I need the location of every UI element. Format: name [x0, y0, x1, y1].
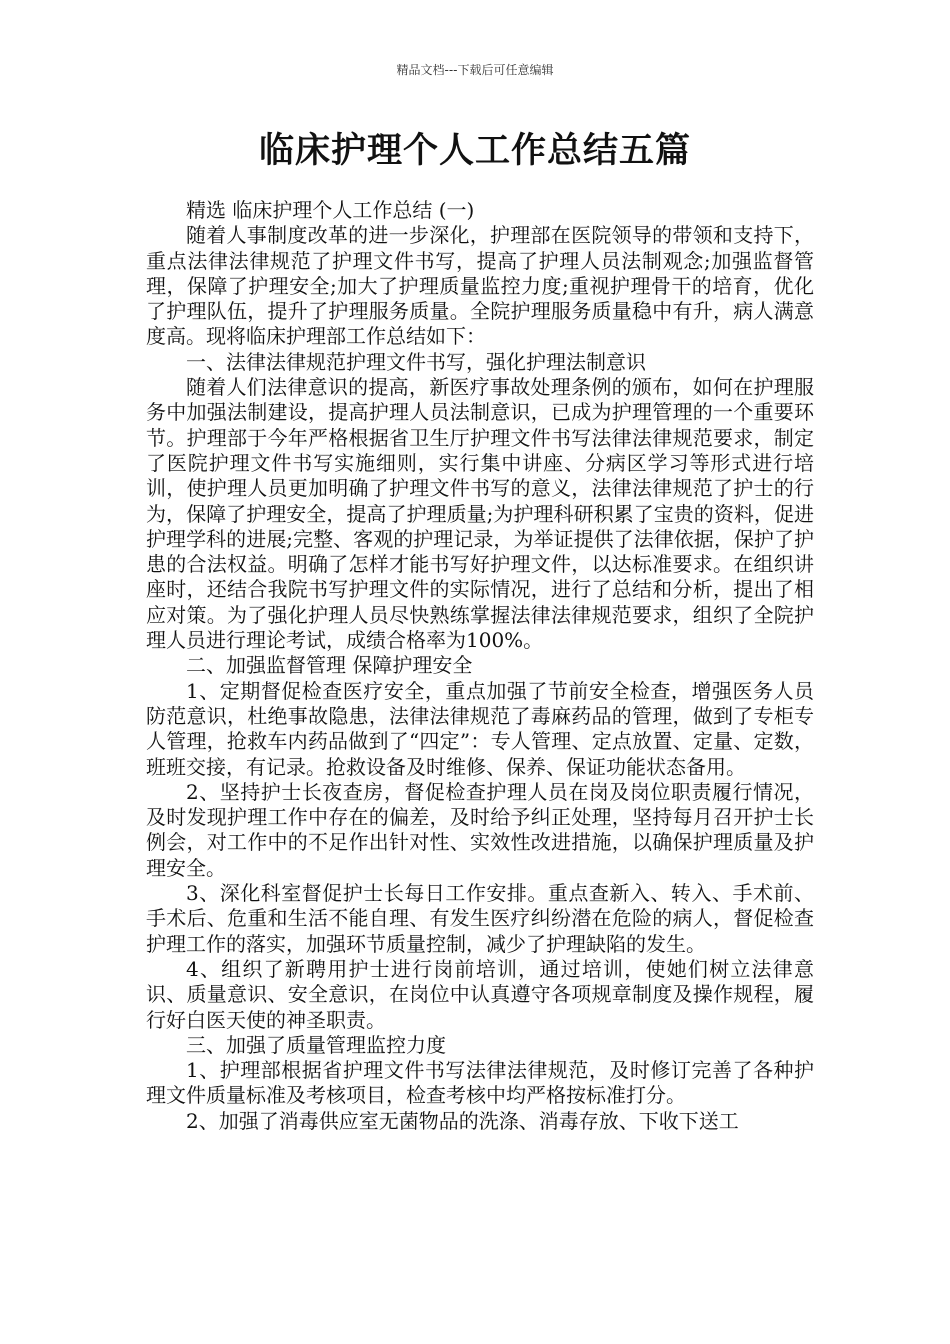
paragraph-intro: 随着人事制度改革的进一步深化，护理部在医院领导的带领和支持下，重点法律法律规范了护理文件书写，提高了护理人员法制观念;加强监督管理，保障了护理安全;加大了护理质量监控力度;重视护理骨干的培育，优化了护理队伍，提升了护理服务质量。全院护理服务质量稳中有升，病人满意度高。现将临床护理部工作总结如下：: [146, 223, 814, 349]
page-header: 精品文档---下载后可任意编辑: [396, 63, 554, 77]
section-heading-intro: 精选 临床护理个人工作总结 (一): [186, 198, 475, 222]
section-heading-2: 二、加强监督管理 保障护理安全: [186, 653, 473, 678]
paragraph-3-1: 1、护理部根据省护理文件书写法律法律规范，及时修订完善了各种护理文件质量标准及考核项目，检查考核中均严格按标准打分。: [146, 1058, 814, 1108]
paragraph-2-3: 3、深化科室督促护士长每日工作安排。重点查新入、转入、手术前、手术后、危重和生活不能自理、有发生医疗纠纷潜在危险的病人，督促检查护理工作的落实，加强环节质量控制，减少了护理缺陷的发生。: [146, 881, 814, 956]
paragraph-2-4: 4、组织了新聘用护士进行岗前培训，通过培训，使她们树立法律意识、质量意识、安全意识，在岗位中认真遵守各项规章制度及操作规程，履行好白医天使的神圣职责。: [146, 956, 814, 1032]
paragraph-3-2: 2、加强了消毒供应室无菌物品的洗涤、消毒存放、下收下送工: [186, 1108, 739, 1133]
paragraph-section-1: 随着人们法律意识的提高，新医疗事故处理条例的颁布，如何在护理服务中加强法制建设，提高护理人员法制意识，已成为护理管理的一个重要环节。护理部于今年严格根据省卫生厅护理文件书写法律法律规范要求，制定了医院护理文件书写实施细则，实行集中讲座、分病区学习等形式进行培训，使护理人员更加明确了护理文件书写的意义，法律法律规范了护士的行为，保障了护理安全，提高了护理质量;为护理科研积累了宝贵的资料，促进护理学科的进展;完整、客观的护理记录，为举证提供了法律依据，保护了护患的合法权益。明确了怎样才能书写好护理文件，以达标准要求。在组织讲座时，还结合我院书写护理文件的实际情况，进行了总结和分析，提出了相应对策。为了强化护理人员尽快熟练掌握法律法律规范要求，组织了全院护理人员进行理论考试，成绩合格率为100%。: [146, 375, 814, 653]
document-title: 临床护理个人工作总结五篇: [258, 131, 691, 171]
paragraph-2-1: 1、定期督促检查医疗安全，重点加强了节前安全检查，增强医务人员防范意识，杜绝事故隐患，法律法律规范了毒麻药品的管理，做到了专柜专人管理，抢救车内药品做到了“四定”：专人管理、定点放置、定量、定数，班班交接，有记录。抢救设备及时维修、保养、保证功能状态备用。: [146, 678, 814, 779]
section-heading-1: 一、法律法律规范护理文件书写，强化护理法制意识: [186, 349, 646, 374]
section-heading-3: 三、加强了质量管理监控力度: [186, 1032, 446, 1057]
document-body: [146, 198, 814, 1134]
paragraph-2-2: 2、坚持护士长夜查房，督促检查护理人员在岗及岗位职责履行情况，及时发现护理工作中存在的偏差，及时给予纠正处理，坚持每月召开护士长例会，对工作中的不足作出针对性、实效性改进措施，以确保护理质量及护理安全。: [146, 779, 814, 880]
